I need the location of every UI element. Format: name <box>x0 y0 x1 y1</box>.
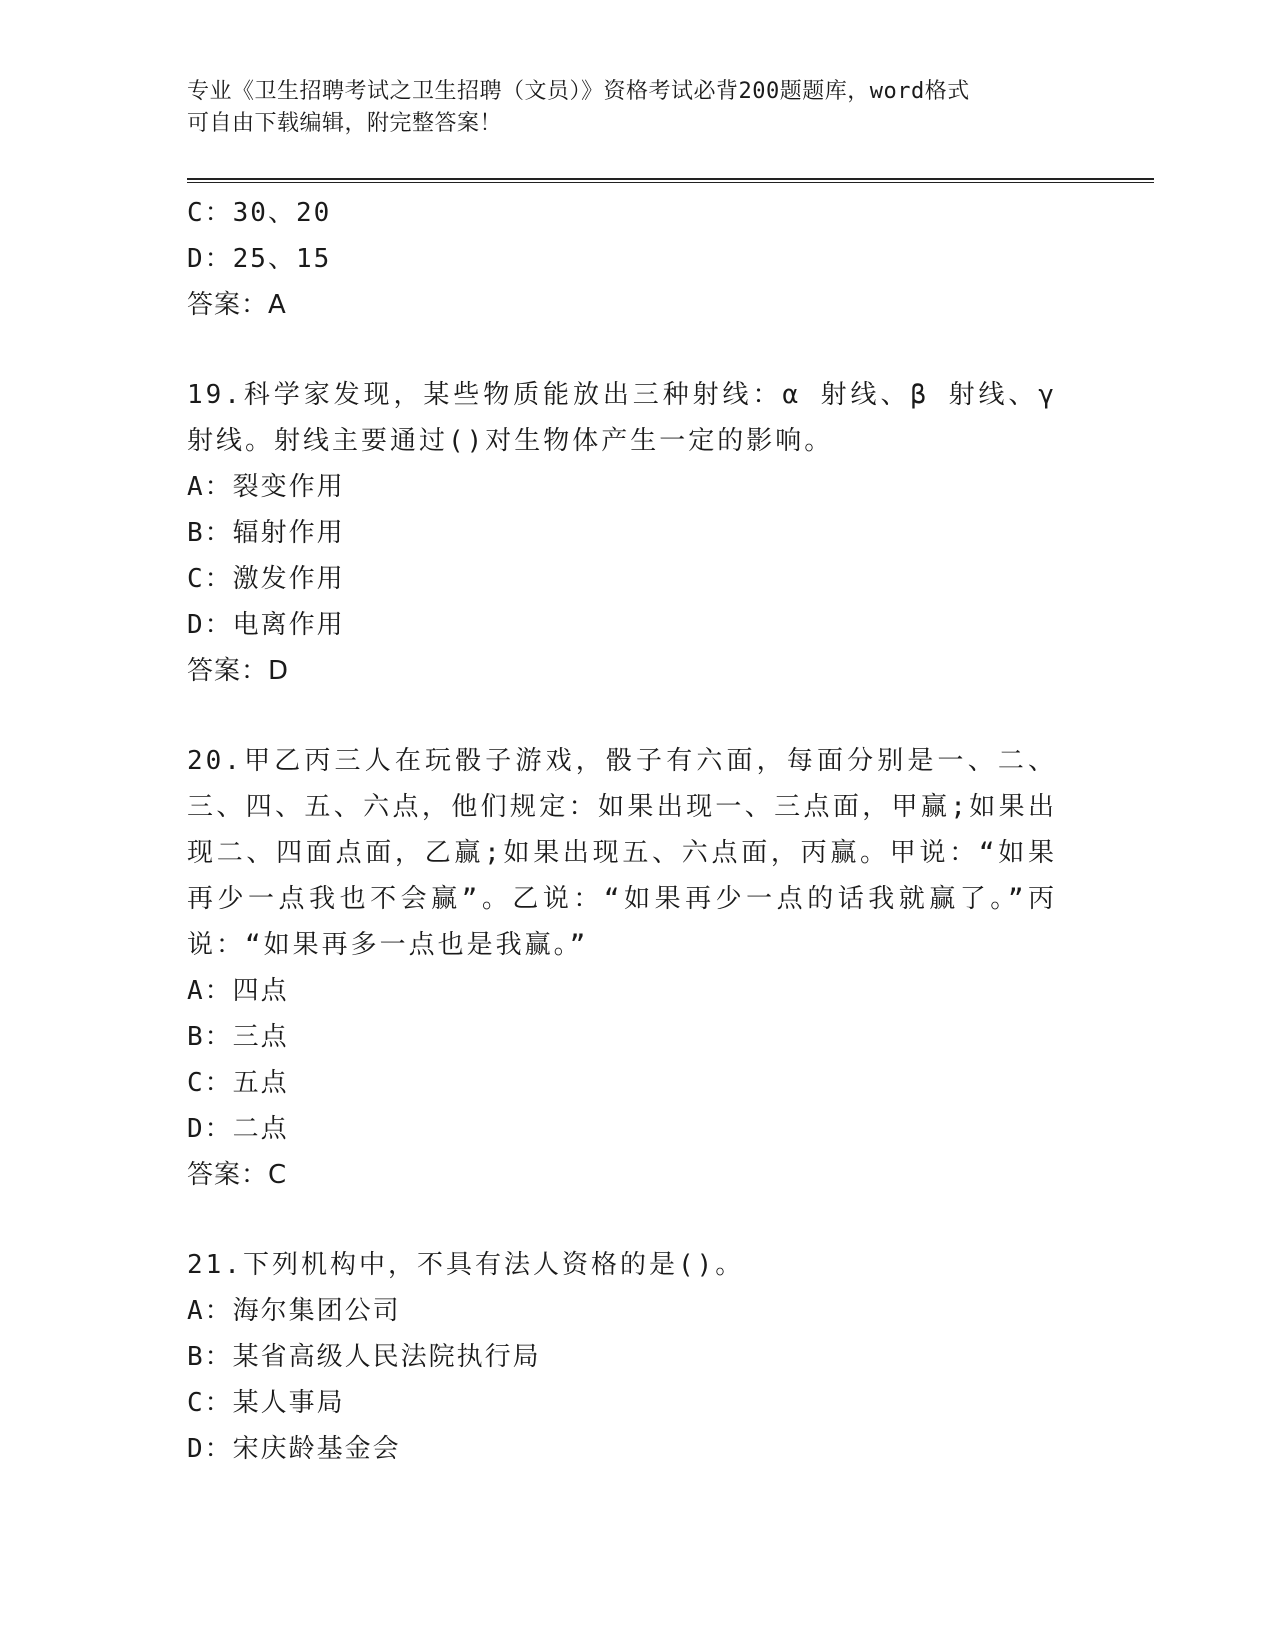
question-18 <box>187 190 1087 328</box>
question-21 <box>187 1242 1087 1472</box>
option-c: C：某人事局 <box>187 1388 345 1418</box>
answer-line: 答案：A <box>187 290 287 320</box>
option-a: A：裂变作用 <box>187 472 345 502</box>
question-20 <box>187 738 1087 1198</box>
answer-line: 答案：C <box>187 1160 288 1190</box>
option-d: D：25、15 <box>187 244 332 274</box>
document-page <box>187 0 1167 1650</box>
option-b: B：三点 <box>187 1022 289 1052</box>
question-19 <box>187 372 1087 694</box>
option-d: D：二点 <box>187 1114 289 1144</box>
option-c: C：30、20 <box>187 198 332 228</box>
option-b: B：某省高级人民法院执行局 <box>187 1342 541 1372</box>
option-a: A：海尔集团公司 <box>187 1296 401 1326</box>
question-text: 21.下列机构中，不具有法人资格的是()。 <box>187 1250 745 1280</box>
option-b: B：辐射作用 <box>187 518 345 548</box>
header-divider <box>187 178 1154 183</box>
answer-line: 答案：D <box>187 656 290 686</box>
header-line-2: 可自由下载编辑，附完整答案！ <box>187 111 503 136</box>
option-a: A：四点 <box>187 976 289 1006</box>
question-list <box>187 190 1087 1472</box>
header-line-1: 专业《卫生招聘考试之卫生招聘（文员）》资格考试必背200题题库，word格式 <box>187 79 970 104</box>
option-d: D：电离作用 <box>187 610 345 640</box>
option-c: C：五点 <box>187 1068 289 1098</box>
option-c: C：激发作用 <box>187 564 345 594</box>
question-text: 20.甲乙丙三人在玩骰子游戏，骰子有六面，每面分别是一、二、三、四、五、六点，他们规定：如果出现一、三点面，甲赢;如果出现二、四面点面，乙赢;如果出现五、六点面，丙赢。甲说：“如果再少一点我也不会赢”。乙说：“如果再少一点的话我就赢了。”丙说：“如果再多一点也是我赢。” <box>187 746 1057 960</box>
question-text: 19.科学家发现，某些物质能放出三种射线：α 射线、β 射线、γ 射线。射线主要通过()对生物体产生一定的影响。 <box>187 380 1057 456</box>
option-d: D：宋庆龄基金会 <box>187 1434 401 1464</box>
page-header <box>187 76 1087 140</box>
